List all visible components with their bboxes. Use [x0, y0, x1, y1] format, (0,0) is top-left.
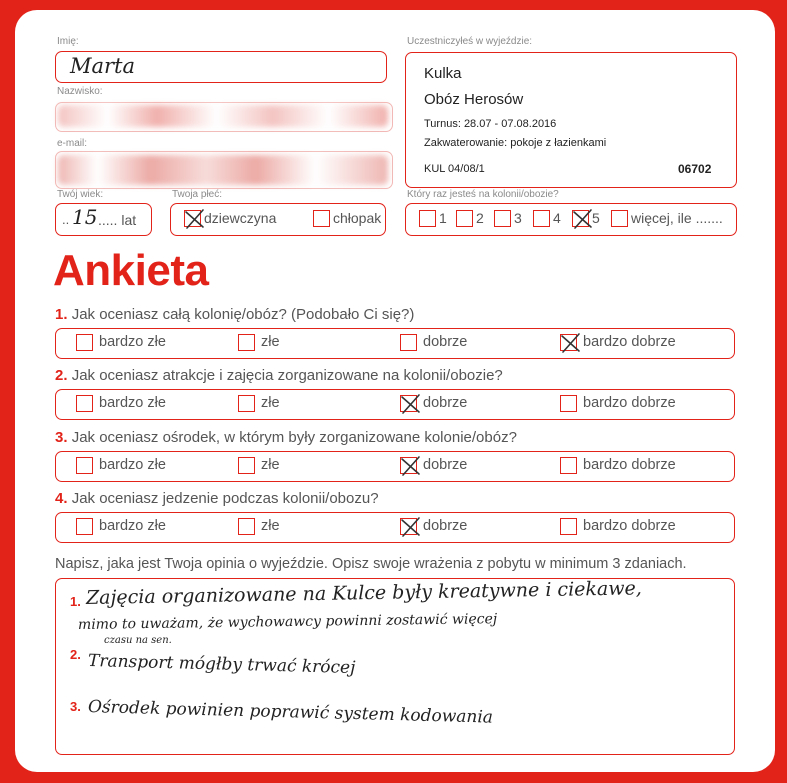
trip-turnus: Turnus: 28.07 - 07.08.2016 — [424, 118, 557, 130]
ktory-checkbox-0[interactable] — [419, 210, 436, 227]
wiek-label: Twój wiek: — [57, 189, 104, 200]
rating-checkbox-3-0[interactable] — [76, 457, 93, 474]
survey-sheet — [15, 10, 775, 772]
opinion-line-3: Ośrodek powinien poprawić system kodowania — [87, 697, 494, 728]
ktory-checkbox-3[interactable] — [533, 210, 550, 227]
rating-option-label: złe — [261, 457, 280, 473]
rating-checkbox-3-1[interactable] — [238, 457, 255, 474]
rating-option-label: dobrze — [423, 395, 468, 411]
plec-field — [170, 203, 386, 236]
opinion-num-1: 1. — [70, 594, 81, 609]
imie-label: Imię: — [57, 36, 79, 47]
wiek-suffix: ..... lat — [98, 212, 137, 228]
nazwisko-label: Nazwisko: — [57, 86, 103, 97]
ktory-option-label-5: więcej, ile ....... — [631, 210, 723, 226]
rating-row-4 — [55, 512, 735, 543]
rating-option-label: złe — [261, 395, 280, 411]
email-field[interactable] — [55, 151, 393, 189]
rating-option-label: bardzo złe — [99, 395, 166, 411]
trip-code: KUL 04/08/1 — [424, 163, 485, 175]
opinion-num-2: 2. — [70, 647, 81, 662]
plec-option-label-0: dziewczyna — [204, 210, 277, 226]
rating-checkbox-4-1[interactable] — [238, 518, 255, 535]
plec-checkbox-0[interactable] — [184, 210, 201, 227]
question-text: Jak oceniasz ośrodek, w którym były zorganizowane kolonie/obóz? — [71, 429, 517, 446]
rating-option-label: bardzo dobrze — [583, 518, 676, 534]
redacted-surname — [58, 105, 388, 127]
rating-option-label: bardzo dobrze — [583, 395, 676, 411]
ktory-option-label-3: 4 — [553, 210, 561, 226]
opinion-line-1c: czasu na sen. — [104, 635, 172, 646]
rating-option-label: bardzo złe — [99, 457, 166, 473]
question-4 — [55, 490, 379, 507]
opinion-line-1b: mimo to uważam, że wychowawcy powinni zostawić więcej — [77, 611, 498, 633]
opinion-line-2: Transport mógłby trwać krócej — [87, 651, 356, 678]
wiek-value: 15 — [72, 205, 98, 229]
ktory-option-label-1: 2 — [476, 210, 484, 226]
ktory-checkbox-5[interactable] — [611, 210, 628, 227]
rating-checkbox-4-2[interactable] — [400, 518, 417, 535]
rating-checkbox-4-0[interactable] — [76, 518, 93, 535]
opinion-box[interactable] — [55, 578, 735, 755]
email-label: e-mail: — [57, 138, 88, 149]
opinion-num-3: 3. — [70, 699, 81, 714]
question-2 — [55, 367, 503, 384]
ktory-option-label-2: 3 — [514, 210, 522, 226]
question-number: 3. — [55, 429, 68, 446]
ktory-checkbox-2[interactable] — [494, 210, 511, 227]
wiek-field[interactable] — [55, 203, 152, 236]
ktory-checkbox-4[interactable] — [572, 210, 589, 227]
rating-row-3 — [55, 451, 735, 482]
rating-option-label: bardzo dobrze — [583, 457, 676, 473]
rating-checkbox-4-3[interactable] — [560, 518, 577, 535]
uczest-label: Uczestniczyłeś w wyjeździe: — [407, 36, 533, 47]
rating-checkbox-2-2[interactable] — [400, 395, 417, 412]
plec-checkbox-1[interactable] — [313, 210, 330, 227]
survey-title: Ankieta — [53, 246, 209, 295]
rating-checkbox-1-3[interactable] — [560, 334, 577, 351]
question-text: Jak oceniasz jedzenie podczas kolonii/obozu? — [71, 490, 379, 507]
ktory-option-label-0: 1 — [439, 210, 447, 226]
rating-option-label: bardzo złe — [99, 518, 166, 534]
question-text: Jak oceniasz całą kolonię/obóz? (Podobało Ci się?) — [71, 306, 415, 323]
trip-name: Kulka — [424, 65, 462, 82]
rating-option-label: dobrze — [423, 334, 468, 350]
question-text: Jak oceniasz atrakcje i zajęcia zorganizowane na kolonii/obozie? — [71, 367, 503, 384]
rating-row-2 — [55, 389, 735, 420]
rating-option-label: bardzo dobrze — [583, 334, 676, 350]
rating-option-label: złe — [261, 334, 280, 350]
question-number: 2. — [55, 367, 68, 384]
imie-field[interactable] — [55, 51, 387, 83]
trip-box — [405, 52, 737, 188]
redacted-email — [58, 155, 388, 185]
rating-checkbox-2-0[interactable] — [76, 395, 93, 412]
rating-option-label: dobrze — [423, 518, 468, 534]
question-number: 1. — [55, 306, 68, 323]
rating-checkbox-1-2[interactable] — [400, 334, 417, 351]
question-number: 4. — [55, 490, 68, 507]
ktory-option-label-4: 5 — [592, 210, 600, 226]
rating-checkbox-2-3[interactable] — [560, 395, 577, 412]
question-3 — [55, 429, 517, 446]
wiek-prefix: .. — [62, 212, 70, 227]
rating-checkbox-1-1[interactable] — [238, 334, 255, 351]
rating-checkbox-2-1[interactable] — [238, 395, 255, 412]
ktory-checkbox-1[interactable] — [456, 210, 473, 227]
trip-camp: Obóz Herosów — [424, 91, 524, 108]
rating-checkbox-3-2[interactable] — [400, 457, 417, 474]
rating-option-label: złe — [261, 518, 280, 534]
rating-checkbox-3-3[interactable] — [560, 457, 577, 474]
question-1 — [55, 306, 414, 323]
rating-row-1 — [55, 328, 735, 359]
opinion-line-1: Zajęcia organizowane na Kulce były kreatywne i ciekawe, — [85, 577, 642, 609]
imie-value: Marta — [70, 54, 136, 78]
trip-zakwat: Zakwaterowanie: pokoje z łazienkami — [424, 137, 607, 149]
rating-option-label: dobrze — [423, 457, 468, 473]
rating-option-label: bardzo złe — [99, 334, 166, 350]
ktory-label: Który raz jesteś na kolonii/obozie? — [407, 189, 559, 200]
plec-option-label-1: chłopak — [333, 210, 382, 226]
opinion-prompt: Napisz, jaka jest Twoja opinia o wyjeździe. Opisz swoje wrażenia z pobytu w minimum 3 zdaniach. — [55, 556, 687, 572]
plec-label: Twoja płeć: — [172, 189, 223, 200]
ktory-field — [405, 203, 737, 236]
nazwisko-field[interactable] — [55, 102, 393, 132]
rating-checkbox-1-0[interactable] — [76, 334, 93, 351]
trip-number: 06702 — [678, 162, 712, 176]
